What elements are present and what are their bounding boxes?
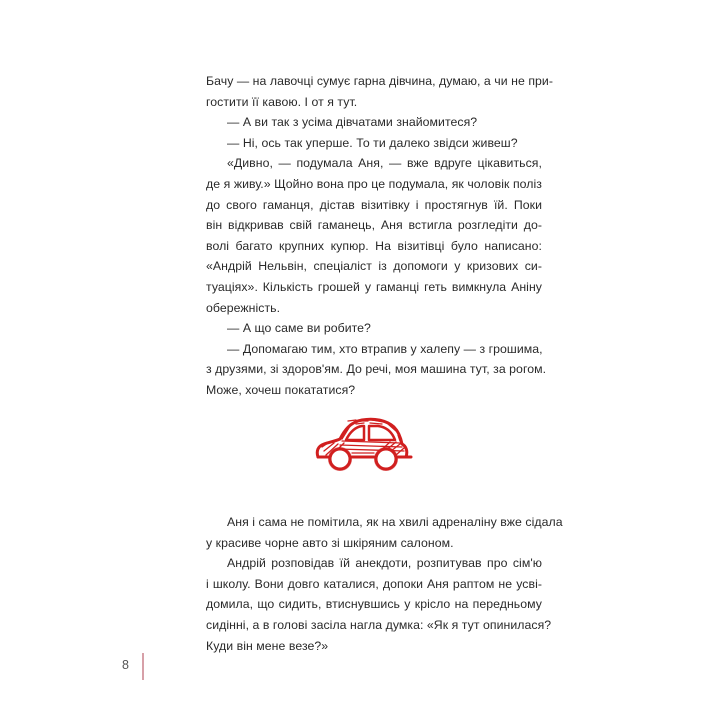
text-line: сидінні, а в голові засіла нагла думка: «Як я тут опинилася? xyxy=(206,617,552,632)
text-line: з друзями, зі здоров'ям. До речі, моя машина тут, за рогом. xyxy=(206,362,547,377)
text-line: він відкривав свій гаманець, Аня встигла розгледіти до- xyxy=(206,218,542,233)
page-number-rule xyxy=(142,653,144,680)
text-line: «Дивно, — подумала Аня, — вже вдруге цікавиться, xyxy=(227,156,542,171)
text-block-top xyxy=(206,71,553,401)
text-line: домила, що сидить, втиснувшись у крісло на передньому xyxy=(206,597,542,612)
text-line: — Допомагаю тим, хто втрапив у халепу — з грошима, xyxy=(227,341,543,356)
text-line: Андрій розповідав їй анекдоти, розпитував про сім'ю xyxy=(227,556,542,571)
text-line: — А що саме ви робите? xyxy=(227,321,371,336)
text-line: — А ви так з усіма дівчатами знайомитеся? xyxy=(227,115,478,130)
text-line: Аня і сама не помітила, як на хвилі адреналіну вже сідала xyxy=(227,515,563,529)
car-icon xyxy=(312,413,414,473)
text-block-bottom xyxy=(206,512,563,656)
page-number: 8 xyxy=(122,658,129,672)
text-line: волі багато крупних купюр. На візитівці було написано: xyxy=(206,238,542,253)
text-line: Може, хочеш покататися? xyxy=(206,382,356,397)
text-line: обережність. xyxy=(206,300,281,315)
text-line: у красиве чорне авто зі шкіряним салоном. xyxy=(206,535,454,550)
text-line: де я живу.» Щойно вона про це подумала, як чоловік поліз xyxy=(206,176,542,191)
text-line: «Андрій Нельвін, спеціаліст із допомоги у кризових си- xyxy=(206,259,542,274)
text-line: до свого гаманця, дістав візитівку і простягнув їй. Поки xyxy=(206,197,542,212)
text-line: — Ні, ось так уперше. То ти далеко звідси живеш? xyxy=(227,135,518,150)
text-line: Куди він мене везе?» xyxy=(206,638,329,653)
text-line: і школу. Вони довго каталися, допоки Аня раптом не усві- xyxy=(206,576,542,591)
text-line: гостити її кавою. І от я тут. xyxy=(206,94,358,109)
text-line: туаціях». Кількість грошей у гаманці геть вимкнула Аніну xyxy=(206,279,542,294)
text-line: Бачу — на лавочці сумує гарна дівчина, думаю, а чи не при- xyxy=(206,74,553,88)
